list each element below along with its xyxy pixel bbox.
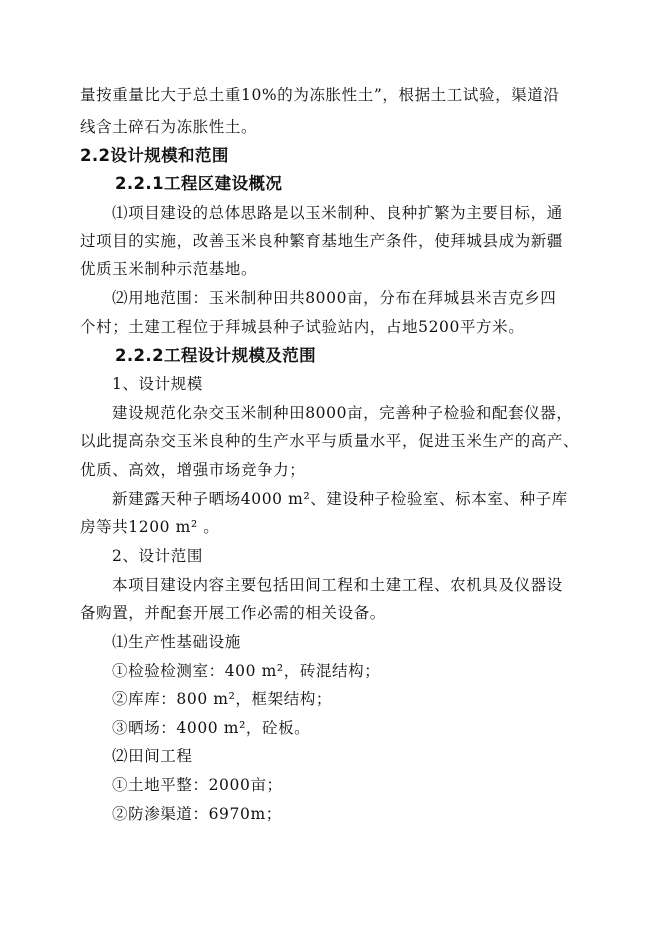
paragraph-line: 过项目的实施，改善玉米良种繁育基地生产条件，使拜城县成为新疆 bbox=[80, 232, 564, 250]
subsection-heading: 2.2.2工程设计规模及范围 bbox=[115, 346, 317, 365]
paragraph-line: ⑴项目建设的总体思路是以玉米制种、良种扩繁为主要目标，通 bbox=[112, 204, 563, 222]
list-heading: ⑵田间工程 bbox=[112, 747, 193, 765]
list-item: ②防渗渠道：6970m； bbox=[112, 805, 282, 823]
list-heading: 1、设计规模 bbox=[112, 375, 203, 393]
list-heading: 2、设计范围 bbox=[112, 547, 203, 565]
paragraph-line: 房等共1200 m² 。 bbox=[80, 518, 220, 536]
list-item: ①土地平整：2000亩； bbox=[112, 776, 283, 794]
section-heading: 2.2设计规模和范围 bbox=[80, 146, 229, 165]
list-item: ①检验检测室：400 m²，砖混结构； bbox=[112, 662, 381, 680]
paragraph-line: 个村；土建工程位于拜城县种子试验站内，占地5200平方米。 bbox=[80, 318, 525, 336]
paragraph-line: 优质玉米制种示范基地。 bbox=[80, 260, 258, 278]
paragraph-line: ⑵用地范围：玉米制种田共8000亩，分布在拜城县米吉克乡四 bbox=[112, 289, 557, 307]
paragraph-line: 以此提高杂交玉米良种的生产水平与质量水平，促进玉米生产的高产、 bbox=[80, 432, 580, 450]
subsection-heading: 2.2.1工程区建设概况 bbox=[115, 174, 283, 193]
paragraph-line: 新建露天种子晒场4000 m²、建设种子检验室、标本室、种子库 bbox=[112, 490, 568, 508]
list-heading: ⑴生产性基础设施 bbox=[112, 633, 241, 651]
paragraph-line: 本项目建设内容主要包括田间工程和土建工程、农机具及仪器设 bbox=[112, 576, 563, 594]
paragraph-line: 量按重量比大于总土重10%的为冻胀性土”，根据土工试验，渠道沿 bbox=[80, 86, 560, 104]
paragraph-line: 备购置，并配套开展工作必需的相关设备。 bbox=[80, 604, 386, 622]
paragraph-line: 线含土碎石为冻胀性土。 bbox=[80, 118, 258, 136]
list-item: ②库库：800 m²，框架结构； bbox=[112, 690, 333, 708]
paragraph-line: 优质、高效，增强市场竞争力； bbox=[80, 461, 306, 479]
paragraph-line: 建设规范化杂交玉米制种田8000亩，完善种子检验和配套仪器， bbox=[112, 404, 573, 422]
list-item: ③晒场：4000 m²，砼板。 bbox=[112, 719, 311, 737]
